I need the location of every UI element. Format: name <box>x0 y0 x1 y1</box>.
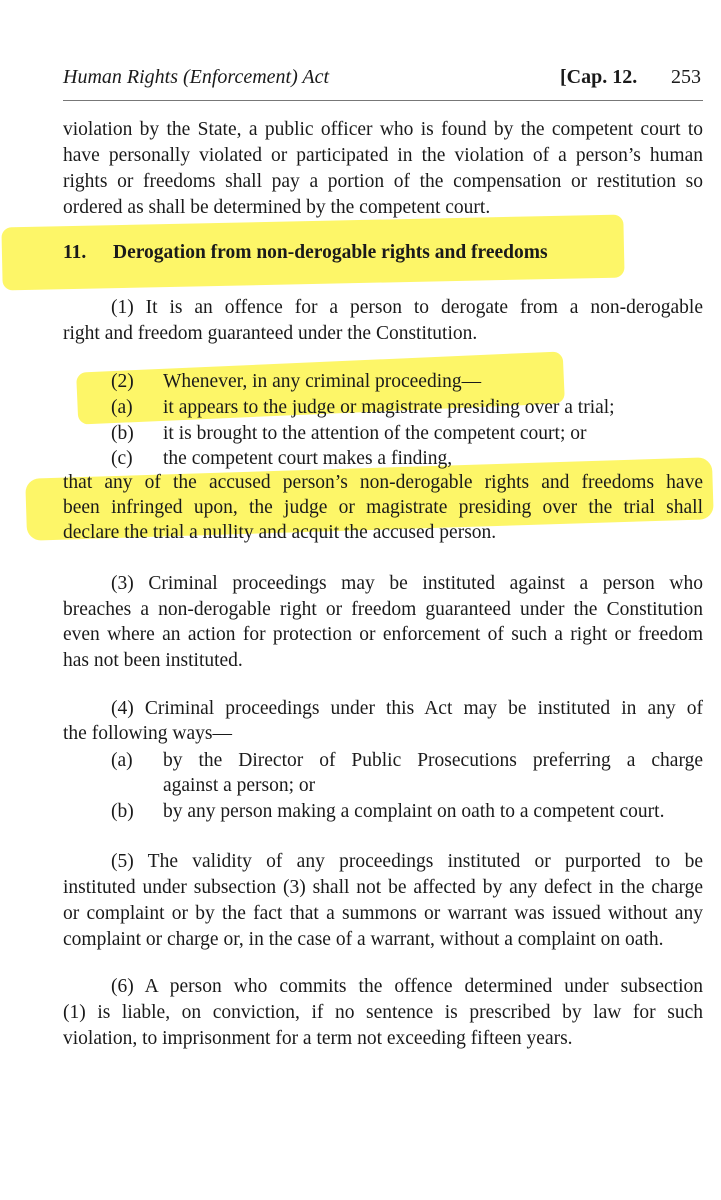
page-number: 253 <box>671 66 701 88</box>
header-rule <box>63 100 703 101</box>
section-number: 11. <box>63 242 87 263</box>
p2-item-text: it appears to the judge or magistrate presiding over a trial; <box>163 397 615 418</box>
p3-line: (3) Criminal proceedings may be instituted against a person who <box>111 573 703 594</box>
p3-line: has not been instituted. <box>63 650 243 671</box>
p1-line: right and freedom guaranteed under the Constitution. <box>63 323 478 344</box>
act-title: Human Rights (Enforcement) Act <box>63 66 330 88</box>
intro-line: rights or freedoms shall pay a portion of the compensation or restitution so <box>63 171 703 192</box>
p3-line: breaches a non-derogable right or freedom guaranteed under the Constitution <box>63 599 703 620</box>
p5-line: or complaint or by the fact that a summons or warrant was issued without any <box>63 903 703 924</box>
p4-item-cont: against a person; or <box>163 775 316 796</box>
p5-line: instituted under subsection (3) shall not be affected by any defect in the charge <box>63 877 703 898</box>
intro-line: violation by the State, a public officer who is found by the competent court to <box>63 119 703 140</box>
p6-line: (1) is liable, on conviction, if no sentence is prescribed by law for such <box>63 1002 703 1023</box>
p2-tail-line: been infringed upon, the judge or magistrate presiding over the trial shall <box>63 497 703 518</box>
p4-item-text: by any person making a complaint on oath to a competent court. <box>163 801 665 822</box>
p2-item-num: (c) <box>111 448 133 469</box>
p5-line: complaint or charge or, in the case of a warrant, without a complaint on oath. <box>63 929 664 950</box>
running-header <box>63 66 703 96</box>
p2-tail-line: declare the trial a nullity and acquit the accused person. <box>63 522 497 543</box>
p2-item-num: (a) <box>111 397 133 418</box>
intro-line: ordered as shall be determined by the competent court. <box>63 197 491 218</box>
intro-line: have personally violated or participated in the violation of a person’s human <box>63 145 703 166</box>
p2-lead-text: Whenever, in any criminal proceeding— <box>163 371 482 392</box>
p4-item-text: by the Director of Public Prosecutions preferring a charge <box>163 750 703 771</box>
p2-item-text: the competent court makes a finding, <box>163 448 453 469</box>
p6-line: (6) A person who commits the offence determined under subsection <box>111 976 703 997</box>
p5-line: (5) The validity of any proceedings instituted or purported to be <box>111 851 703 872</box>
section-title: Derogation from non-derogable rights and freedoms <box>113 242 548 263</box>
p4-line: (4) Criminal proceedings under this Act may be instituted in any of <box>111 698 703 719</box>
p4-item-num: (a) <box>111 750 133 771</box>
p4-item-num: (b) <box>111 801 134 822</box>
chapter-label: [Cap. 12. <box>560 66 638 88</box>
p2-item-num: (b) <box>111 423 134 444</box>
p2-item-text: it is brought to the attention of the competent court; or <box>163 423 587 444</box>
p1-line: (1) It is an offence for a person to derogate from a non-derogable <box>111 297 703 318</box>
p3-line: even where an action for protection or enforcement of such a right or freedom <box>63 624 703 645</box>
p2-tail-line: that any of the accused person’s non-derogable rights and freedoms have <box>63 472 703 493</box>
p6-line: violation, to imprisonment for a term not exceeding fifteen years. <box>63 1028 573 1049</box>
p4-line: the following ways— <box>63 723 232 744</box>
p2-lead-num: (2) <box>111 371 134 392</box>
